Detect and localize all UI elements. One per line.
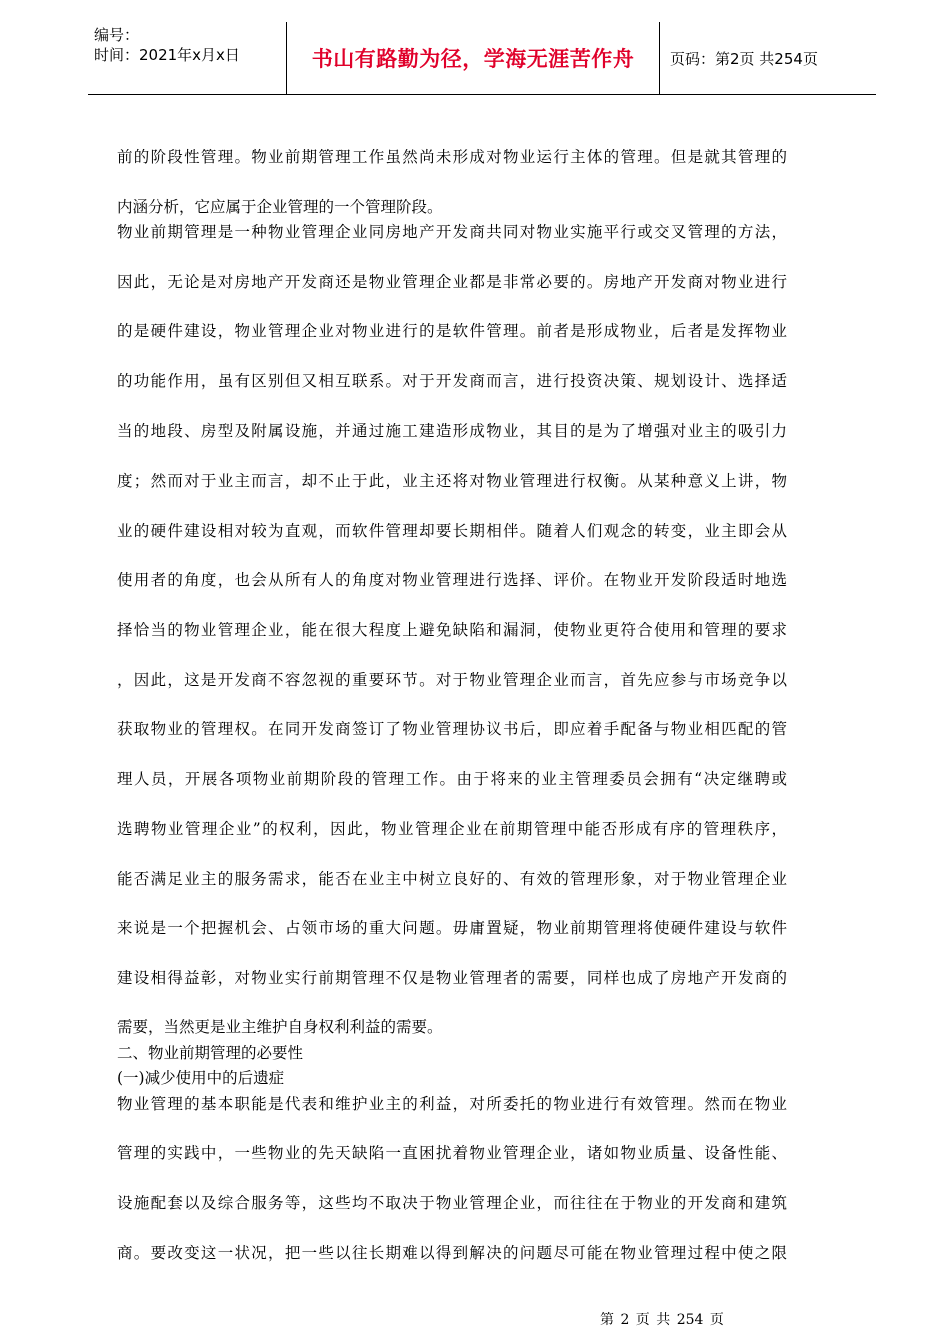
page-header: [88, 22, 876, 95]
text-line: 使用者的角度，也会从所有人的角度对物业管理进行选择、评价。在物业开发阶段适时地选: [117, 571, 787, 589]
text-line: 选聘物业管理企业”的权利，因此，物业管理企业在前期管理中能否形成有序的管理秩序，: [117, 820, 787, 838]
header-pagecode-cell: [659, 22, 876, 94]
text-line: 设施配套以及综合服务等，这些均不取决于物业管理企业，而往往在于物业的开发商和建筑: [117, 1194, 787, 1212]
text-line: 能否满足业主的服务需求，能否在业主中树立良好的、有效的管理形象，对于物业管理企业: [117, 870, 787, 888]
page-footer-number: 第 2 页 共 254 页: [600, 1312, 724, 1328]
document-number-label: 编号：: [94, 26, 140, 44]
text-line: 内涵分析，它应属于企业管理的一个管理阶段。: [117, 198, 443, 216]
text-line: 商。要改变这一状况，把一些以往长期难以得到解决的问题尽可能在物业管理过程中使之限: [117, 1244, 787, 1262]
subsection-heading: (一)减少使用中的后遗症: [117, 1069, 285, 1087]
text-line: 来说是一个把握机会、占领市场的重大问题。毋庸置疑，物业前期管理将使硬件建设与软件: [117, 919, 787, 937]
header-info-cell: [88, 22, 286, 94]
text-line: 度；然而对于业主而言，却不止于此，业主还将对物业管理进行权衡。从某种意义上讲，物: [117, 472, 787, 490]
text-line: 理人员，开展各项物业前期阶段的管理工作。由于将来的业主管理委员会拥有“决定继聘或: [117, 770, 787, 788]
section-heading: 二、物业前期管理的必要性: [117, 1044, 304, 1062]
text-line: 的是硬件建设，物业管理企业对物业进行的是软件管理。前者是形成物业，后者是发挥物业: [117, 322, 787, 340]
text-line: 业的硬件建设相对较为直观，而软件管理却要长期相伴。随着人们观念的转变，业主即会从: [117, 522, 787, 540]
text-line: 物业管理的基本职能是代表和维护业主的利益，对所委托的物业进行有效管理。然而在物业: [117, 1095, 787, 1113]
text-line: 物业前期管理是一种物业管理企业同房地产开发商共同对物业实施平行或交叉管理的方法，: [117, 223, 787, 241]
text-line: 管理的实践中，一些物业的先天缺陷一直困扰着物业管理企业，诸如物业质量、设备性能、: [117, 1144, 787, 1162]
header-motto-cell: [286, 22, 660, 94]
header-motto: 书山有路勤为径，学海无涯苦作舟: [311, 47, 635, 71]
text-line: 因此，无论是对房地产开发商还是物业管理企业都是非常必要的。房地产开发商对物业进行: [117, 273, 787, 291]
text-line: 当的地段、房型及附属设施，并通过施工建造形成物业，其目的是为了增强对业主的吸引力: [117, 422, 787, 440]
text-line: 的功能作用，虽有区别但又相互联系。对于开发商而言，进行投资决策、规划设计、选择适: [117, 372, 787, 390]
text-line: 获取物业的管理权。在同开发商签订了物业管理协议书后，即应着手配备与物业相匹配的管: [117, 720, 787, 738]
text-line: 建设相得益彰，对物业实行前期管理不仅是物业管理者的需要，同样也成了房地产开发商的: [117, 969, 787, 987]
text-line: 择恰当的物业管理企业，能在很大程度上避免缺陷和漏洞，使物业更符合使用和管理的要求: [117, 621, 787, 639]
header-page-code: 页码：第2页 共254页: [670, 49, 818, 68]
text-line: 需要，当然更是业主维护自身权利利益的需要。: [117, 1018, 443, 1036]
text-line: 前的阶段性管理。物业前期管理工作虽然尚未形成对物业运行主体的管理。但是就其管理的: [117, 148, 787, 166]
text-line: ，因此，这是开发商不容忽视的重要环节。对于物业管理企业而言，首先应参与市场竞争以: [117, 671, 787, 689]
document-time-label: 时间：2021年x月x日: [94, 46, 240, 64]
